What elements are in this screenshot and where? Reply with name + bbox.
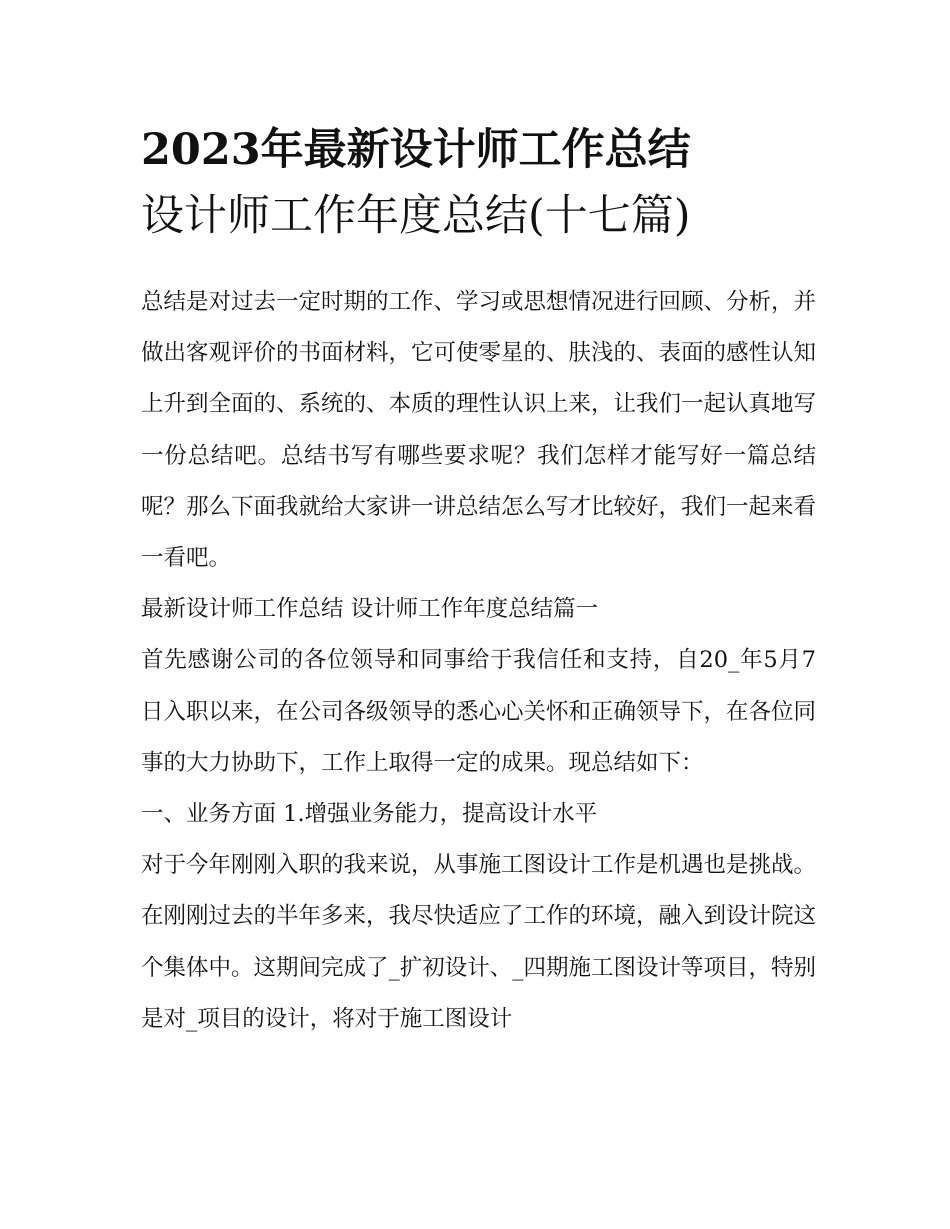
intro-paragraph: 总结是对过去一定时期的工作、学习或思想情况进行回顾、分析，并做出客观评价的书面材料，它可使零星的、肤浅的、表面的感性认知上升到全面的、系统的、本质的理性认识上来，让我们一起认真地写一份总结吧。总结书写有哪些要求呢？我们怎样才能写好一篇总结呢？那么下面我就给大家讲一讲总结怎么写才比较好，我们一起来看一看吧。 <box>141 289 817 572</box>
paragraph-1: 首先感谢公司的各位领导和同事给于我信任和支持，自20_年5月7日入职以来，在公司各级领导的悉心心关怀和正确领导下，在各位同事的大力协助下，工作上取得一定的成果。现总结如下： <box>141 647 817 776</box>
document-title <box>141 117 821 249</box>
paragraph-2: 对于今年刚刚入职的我来说，从事施工图设计工作是机遇也是挑战。在刚刚过去的半年多来，我尽快适应了工作的环境，融入到设计院这个集体中。这期间完成了_扩初设计、_四期施工图设计等项目，特别是对_项目的设计，将对于施工图设计 <box>141 852 817 1032</box>
title-line-1: 2023年最新设计师工作总结 <box>141 125 691 175</box>
subheading: 一、业务方面 1.增强业务能力，提高设计水平 <box>141 801 598 828</box>
document-body <box>141 277 816 1045</box>
title-line-2: 设计师工作年度总结(十七篇) <box>141 191 691 241</box>
section-title: 最新设计师工作总结 设计师工作年度总结篇一 <box>141 596 599 623</box>
